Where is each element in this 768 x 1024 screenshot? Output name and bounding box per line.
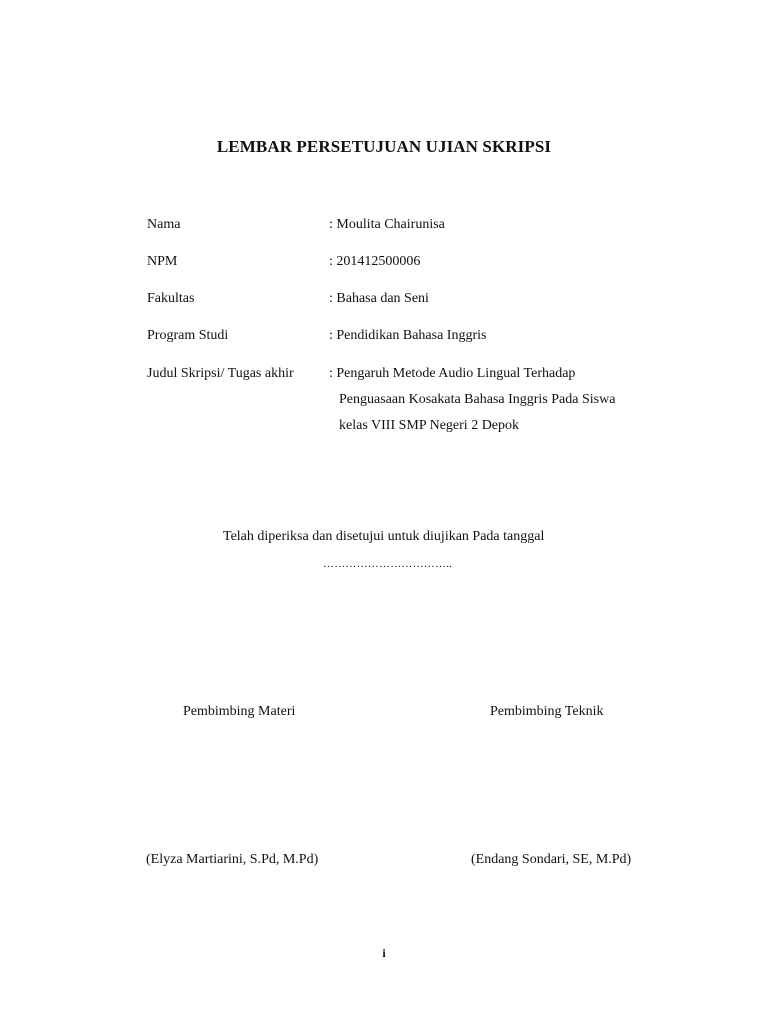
field-value-npm: : 201412500006 [329, 254, 421, 269]
judul-skripsi-line-3: kelas VIII SMP Negeri 2 Depok [339, 418, 520, 433]
field-label-npm: NPM [147, 254, 178, 269]
role-pembimbing-teknik: Pembimbing Teknik [490, 704, 604, 719]
field-label-judul-skripsi: Judul Skripsi/ Tugas akhir [147, 366, 294, 381]
document-title: LEMBAR PERSETUJUAN UJIAN SKRIPSI [216, 137, 552, 156]
approval-statement: Telah diperiksa dan disetujui untuk diujikan Pada tanggal [223, 529, 545, 544]
field-label-program-studi: Program Studi [147, 328, 229, 343]
field-value-judul-skripsi: : Pengaruh Metode Audio Lingual Terhadap [329, 366, 576, 381]
name-pembimbing-materi: (Elyza Martiarini, S.Pd, M.Pd) [146, 852, 319, 867]
role-pembimbing-materi: Pembimbing Materi [183, 704, 296, 719]
date-placeholder: …………………………….. [323, 558, 453, 570]
field-value-nama: : Moulita Chairunisa [329, 217, 445, 232]
field-value-program-studi: : Pendidikan Bahasa Inggris [329, 328, 487, 343]
page-number: i [382, 946, 386, 960]
judul-skripsi-line-2: Penguasaan Kosakata Bahasa Inggris Pada Siswa [339, 392, 616, 407]
field-label-fakultas: Fakultas [147, 291, 195, 306]
field-value-fakultas: : Bahasa dan Seni [329, 291, 429, 306]
field-label-nama: Nama [147, 217, 181, 232]
name-pembimbing-teknik: (Endang Sondari, SE, M.Pd) [471, 852, 632, 867]
